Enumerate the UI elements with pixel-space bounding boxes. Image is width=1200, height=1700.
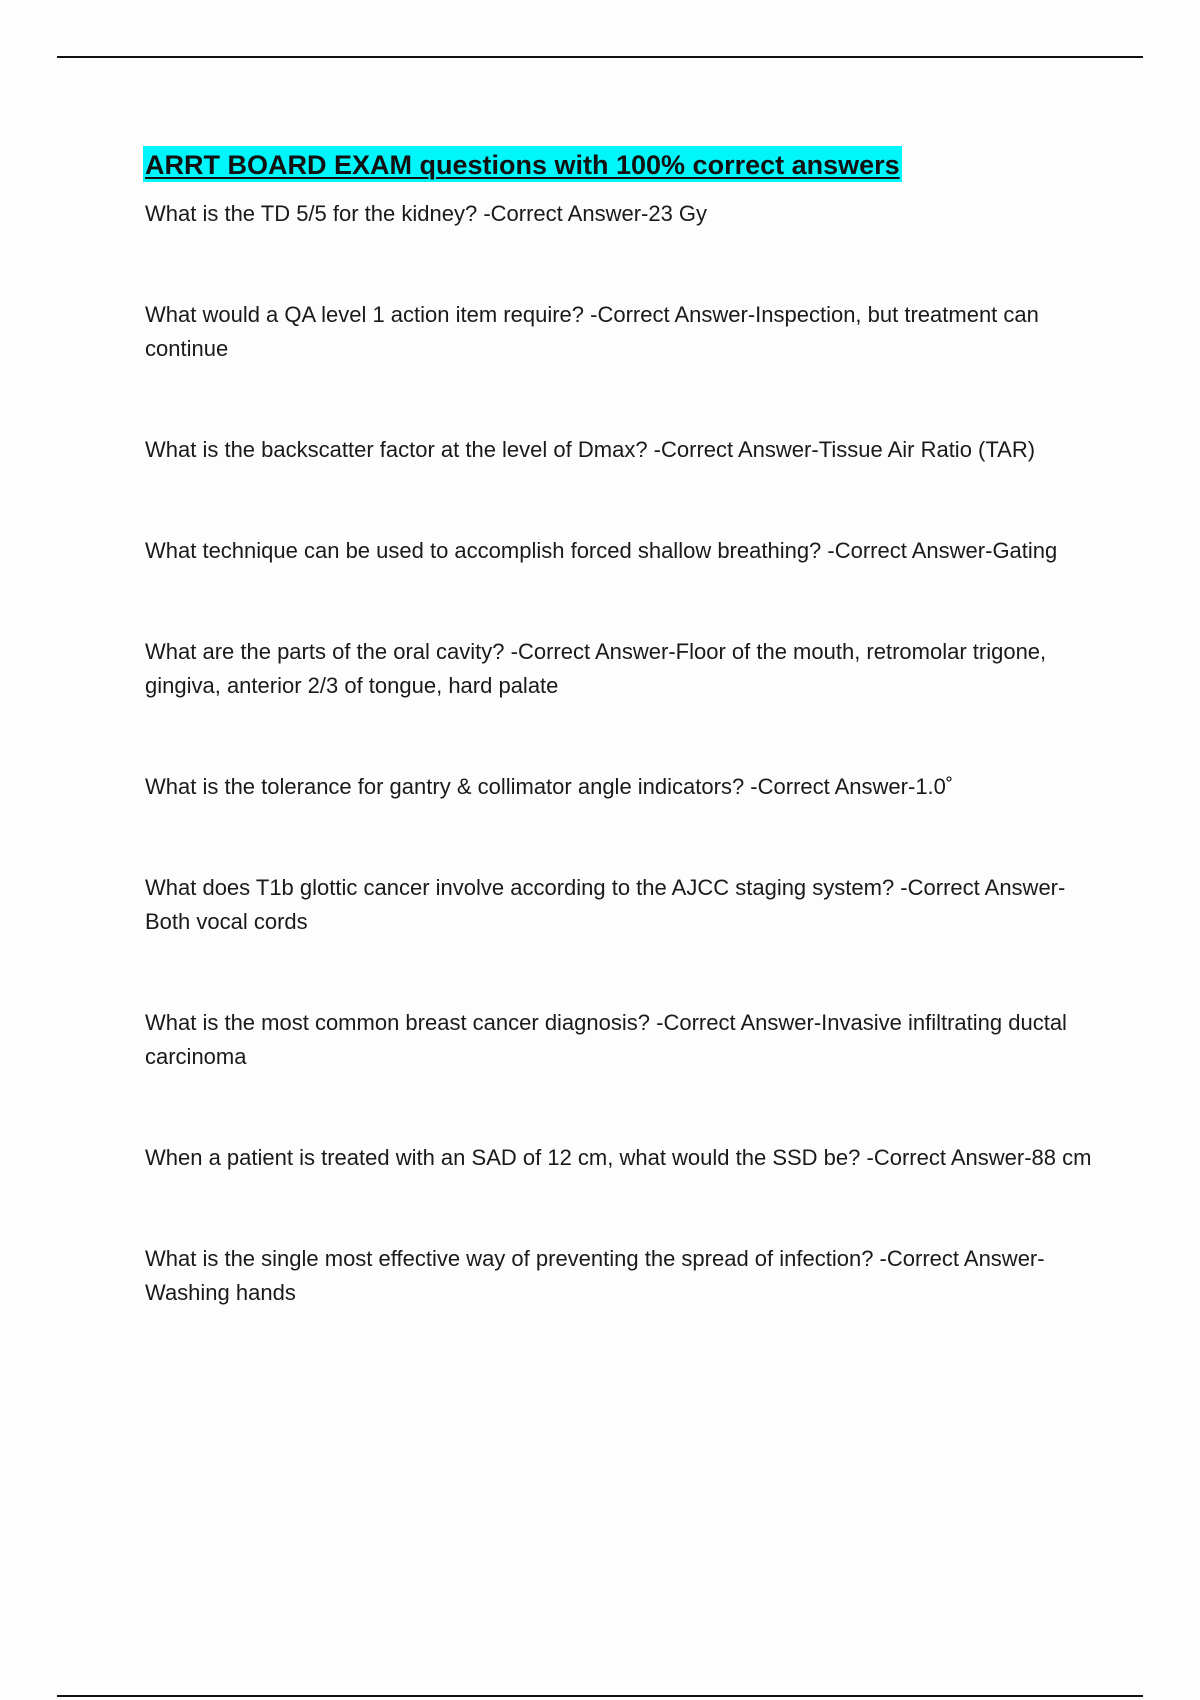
document-body <box>145 146 1095 1310</box>
qa-list <box>145 197 1095 1310</box>
document-title: ARRT BOARD EXAM questions with 100% correct answers <box>143 146 902 182</box>
qa-item: When a patient is treated with an SAD of 12 cm, what would the SSD be? -Correct Answer-88 cm <box>145 1145 1092 1170</box>
qa-item: What is the backscatter factor at the level of Dmax? -Correct Answer-Tissue Air Ratio (TAR) <box>145 437 1036 462</box>
qa-item: What is the TD 5/5 for the kidney? -Correct Answer-23 Gy <box>145 201 708 226</box>
footer-rule <box>57 1695 1143 1697</box>
qa-item: What does T1b glottic cancer involve according to the AJCC staging system? -Correct Answer-Both vocal cords <box>145 875 1066 934</box>
qa-item: What is the tolerance for gantry & collimator angle indicators? -Correct Answer-1.0˚ <box>145 774 954 799</box>
qa-item: What are the parts of the oral cavity? -Correct Answer-Floor of the mouth, retromolar trigone, gingiva, anterior 2/3 of tongue, hard palate <box>145 639 1047 698</box>
qa-item: What would a QA level 1 action item require? -Correct Answer-Inspection, but treatment can continue <box>145 302 1039 361</box>
qa-item: What technique can be used to accomplish forced shallow breathing? -Correct Answer-Gating <box>145 538 1058 563</box>
header-rule <box>57 56 1143 58</box>
qa-item: What is the single most effective way of preventing the spread of infection? -Correct Answer-Washing hands <box>145 1246 1045 1305</box>
qa-item: What is the most common breast cancer diagnosis? -Correct Answer-Invasive infiltrating ductal carcinoma <box>145 1010 1067 1069</box>
